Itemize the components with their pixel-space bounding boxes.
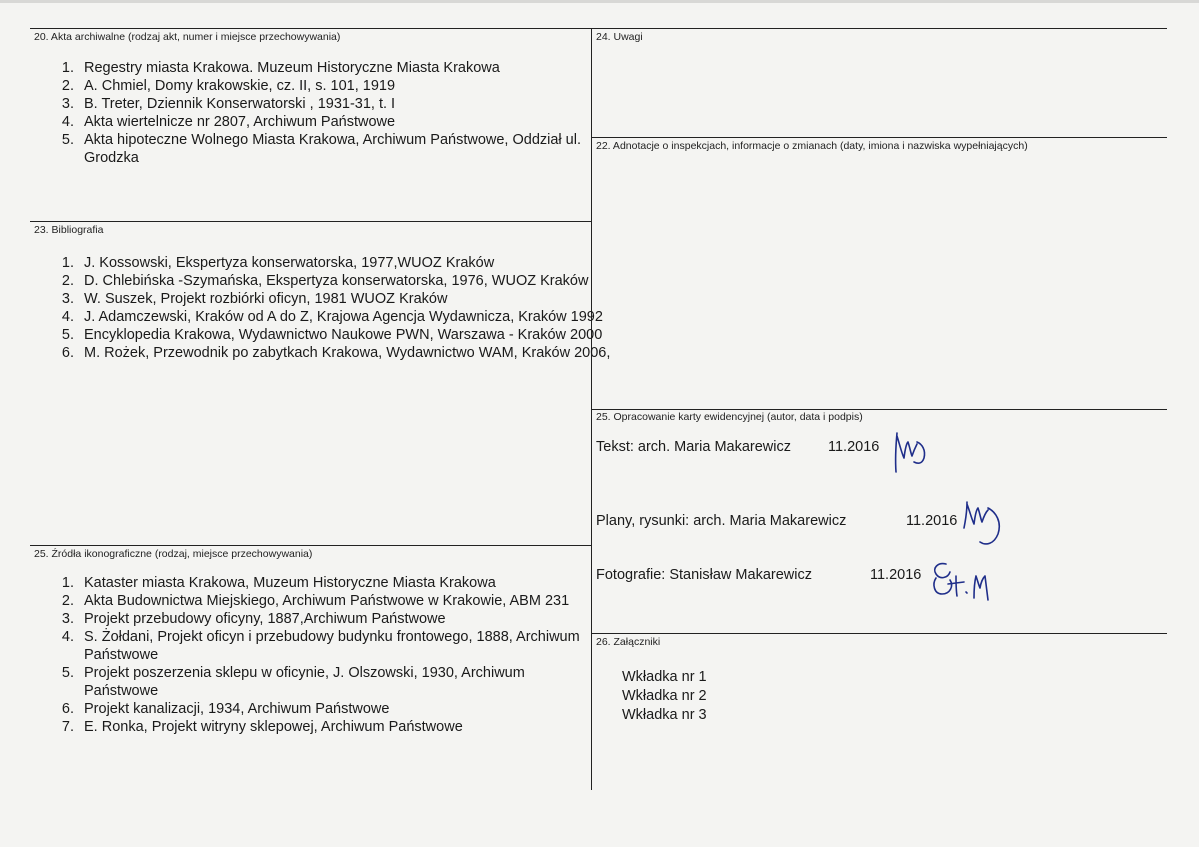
list-item: 5. Projekt poszerzenia sklepu w oficynie, J. Olszowski, 1930, Archiwum Państwowe [78,664,598,700]
author-plans-row [596,512,846,530]
author-photos-date: 11.2016 [870,567,922,583]
list-item: 7. E. Ronka, Projekt witryny sklepowej, Archiwum Państwowe [78,718,598,736]
signature-plans [958,498,1008,550]
divider-inspection [591,137,1167,138]
card-preparation-label: 25. Opracowanie karty ewidencyjnej (autor, data i podpis) [596,411,863,423]
signature-text [886,428,936,478]
iconographic-sources-label: 25. Źródła ikonograficzne (rodzaj, miejsce przechowywania) [34,548,313,560]
bibliography-list [30,254,626,362]
scan-edge [0,0,1199,3]
divider-bibliography [30,221,591,222]
attachments-list [622,668,707,725]
divider-card-preparation [591,409,1167,410]
author-text-row [596,438,791,456]
list-item: 4. J. Adamczewski, Kraków od A do Z, Krajowa Agencja Wydawnicza, Kraków 1992 [78,308,626,326]
bibliography-label: 23. Bibliografia [34,224,104,236]
remarks-label: 24. Uwagi [596,31,643,43]
list-item: 3. B. Treter, Dziennik Konserwatorski , 1931-31, t. I [78,95,588,113]
list-item: 4. S. Żołdani, Projekt oficyn i przebudowy budynku frontowego, 1888, Archiwum Państwowe [78,628,598,664]
list-item: 1. J. Kossowski, Ekspertyza konserwatorska, 1977,WUOZ Kraków [78,254,626,272]
list-item: 5. Akta hipoteczne Wolnego Miasta Krakowa, Archiwum Państwowe, Oddział ul. Grodzka [78,131,588,167]
archival-files-label: 20. Akta archiwalne (rodzaj akt, numer i miejsce przechowywania) [34,31,341,43]
archival-files-list [30,59,588,167]
top-border-line [30,28,1167,29]
author-plans-date: 11.2016 [906,513,958,529]
list-item: 2. D. Chlebińska -Szymańska, Ekspertyza konserwatorska, 1976, WUOZ Kraków [78,272,626,290]
list-item: 1. Kataster miasta Krakowa, Muzeum Historyczne Miasta Krakowa [78,574,598,592]
list-item: Wkładka nr 2 [622,688,707,704]
list-item: Wkładka nr 3 [622,707,707,723]
inspection-notes-label: 22. Adnotacje o inspekcjach, informacje o zmianach (daty, imiona i nazwiska wypełniających) [596,140,1028,152]
list-item: 4. Akta wiertelnicze nr 2807, Archiwum Państwowe [78,113,588,131]
attachments-label: 26. Załączniki [596,636,661,648]
list-item: 3. W. Suszek, Projekt rozbiórki oficyn, 1981 WUOZ Kraków [78,290,626,308]
list-item: 2. Akta Budownictwa Miejskiego, Archiwum Państwowe w Krakowie, ABM 231 [78,592,598,610]
list-item: Wkładka nr 1 [622,669,707,685]
list-item: 1. Regestry miasta Krakowa. Muzeum Historyczne Miasta Krakowa [78,59,588,77]
author-plans: Plany, rysunki: arch. Maria Makarewicz [596,513,847,529]
divider-attachments [591,633,1167,634]
author-photos-row [596,566,812,584]
author-text: Tekst: arch. Maria Makarewicz [596,439,791,455]
list-item: 6. Projekt kanalizacji, 1934, Archiwum Państwowe [78,700,598,718]
author-text-date: 11.2016 [828,439,880,455]
list-item: 2. A. Chmiel, Domy krakowskie, cz. II, s. 101, 1919 [78,77,588,95]
list-item: 6. M. Rożek, Przewodnik po zabytkach Krakowa, Wydawnictwo WAM, Kraków 2006, [78,344,626,362]
divider-iconographic [30,545,591,546]
list-item: 5. Encyklopedia Krakowa, Wydawnictwo Naukowe PWN, Warszawa - Kraków 2000 [78,326,626,344]
iconographic-sources-list [30,574,598,736]
author-photos: Fotografie: Stanisław Makarewicz [596,567,812,583]
signature-photos [928,556,998,606]
list-item: 3. Projekt przebudowy oficyny, 1887,Archiwum Państwowe [78,610,598,628]
